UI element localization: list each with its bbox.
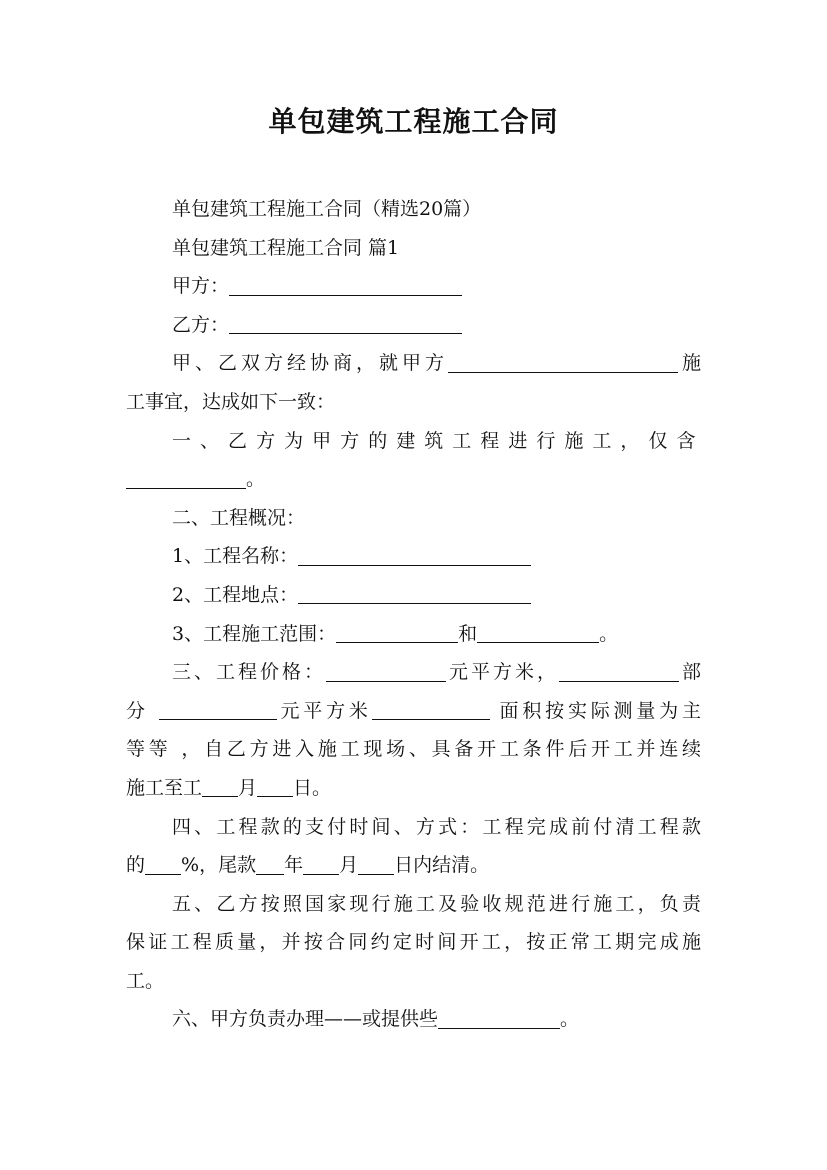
project-scope-blank-2 (477, 623, 599, 643)
clause-2-text: 二、工程概况： (172, 506, 306, 529)
clause-3-text-10: 日。 (293, 776, 332, 799)
clause-3-blank-6 (257, 777, 293, 797)
clause-3-text-9: 月 (238, 776, 258, 799)
clause-1-text: 一、乙方为甲方的建筑工程进行施工，仅含 (172, 429, 701, 452)
clause-4-blank-3 (303, 855, 339, 875)
project-name-blank (298, 546, 531, 566)
project-scope-and: 和 (458, 622, 478, 645)
project-scope-blank-1 (336, 623, 458, 643)
clause-4-blank-2 (256, 855, 284, 875)
party-b-line (126, 306, 701, 345)
clause-3-blank-3 (159, 700, 277, 720)
project-scope-end: 。 (599, 622, 619, 645)
subtitle-text: 单包建筑工程施工合同（精选20篇） (172, 198, 482, 220)
intro-blank (448, 353, 678, 373)
clause-3-blank-4 (372, 700, 490, 720)
clause-1-line-1 (126, 422, 701, 461)
clause-1-end: 。 (246, 468, 266, 491)
clause-3-line-2 (126, 692, 701, 731)
clause-4-blank-1 (145, 855, 181, 875)
chapter-heading (126, 229, 701, 268)
clause-6-text-1: 六、甲方负责办理——或提供些 (172, 1008, 439, 1031)
clause-5-text-2: 保证工程质量，并按合同约定时间开工，按正常工期完成施 (126, 931, 701, 954)
party-b-blank (229, 314, 462, 334)
clause-4-text-2: 的 (126, 854, 146, 877)
party-a-blank (229, 276, 462, 296)
clause-3-blank-5 (202, 777, 238, 797)
clause-3-text-6: 面积按实际测量为主 (489, 699, 701, 722)
clause-3-blank-1 (326, 662, 446, 682)
clause-3-text-4: 分 (126, 699, 159, 722)
document-body (126, 190, 701, 1039)
clause-3-text-7: 等等 ，自乙方进入施工现场、具备开工条件后开工并连续 (126, 738, 701, 761)
clause-5-line-2 (126, 923, 701, 962)
project-location-line (126, 576, 701, 615)
clause-5-line-1 (126, 885, 701, 924)
project-location-label: 2、工程地点： (172, 583, 299, 606)
clause-1-line-2 (126, 460, 701, 499)
clause-3-blank-2 (559, 662, 679, 682)
clause-3-text-1: 三、工程价格： (172, 661, 326, 684)
project-location-blank (298, 584, 531, 604)
clause-6-text-2: 。 (560, 1008, 580, 1031)
project-scope-line (126, 615, 701, 654)
subtitle-line (126, 190, 701, 229)
clause-3-line-4 (126, 769, 701, 808)
clause-3-text-2: 元平方米， (445, 661, 559, 684)
intro-text-1: 甲、乙双方经协商，就甲方 (172, 352, 448, 375)
intro-paragraph-line-2 (126, 383, 701, 422)
clause-5-line-3 (126, 962, 701, 1001)
clause-5-text-1: 五、乙方按照国家现行施工及验收规范进行施工，负责 (172, 892, 701, 915)
clause-4-text-3: %，尾款 (181, 854, 257, 877)
clause-4-blank-4 (358, 855, 394, 875)
intro-text-2: 施 (677, 352, 701, 375)
clause-6-line-1 (126, 1000, 701, 1039)
clause-4-line-2 (126, 846, 701, 885)
clause-3-text-5: 元平方米 (276, 699, 372, 722)
project-name-label: 1、工程名称： (172, 545, 299, 568)
intro-text-3: 工事宜，达成如下一致： (126, 390, 336, 413)
chapter-text: 单包建筑工程施工合同 篇1 (172, 236, 400, 259)
clause-3-line-3 (126, 730, 701, 769)
party-a-line (126, 267, 701, 306)
project-name-line (126, 537, 701, 576)
clause-4-text-1: 四、工程款的支付时间、方式：工程完成前付清工程款 (172, 815, 701, 838)
intro-paragraph-line-1 (126, 344, 701, 383)
clause-4-line-1 (126, 808, 701, 847)
clause-4-text-6: 日内结清。 (394, 854, 490, 877)
clause-4-text-4: 年 (284, 854, 304, 877)
clause-6-blank (438, 1009, 560, 1029)
party-a-label: 甲方： (172, 275, 230, 298)
clause-4-text-5: 月 (339, 854, 359, 877)
clause-3-line-1 (126, 653, 701, 692)
clause-5-text-3: 工。 (126, 969, 165, 992)
document-title: 单包建筑工程施工合同 (268, 105, 559, 138)
clause-3-text-8: 施工至工 (126, 776, 203, 799)
project-scope-label: 3、工程施工范围： (172, 622, 337, 645)
clause-3-text-3: 部 (678, 661, 701, 684)
clause-2-heading (126, 499, 701, 538)
party-b-label: 乙方： (172, 313, 230, 336)
clause-1-blank (126, 469, 246, 489)
